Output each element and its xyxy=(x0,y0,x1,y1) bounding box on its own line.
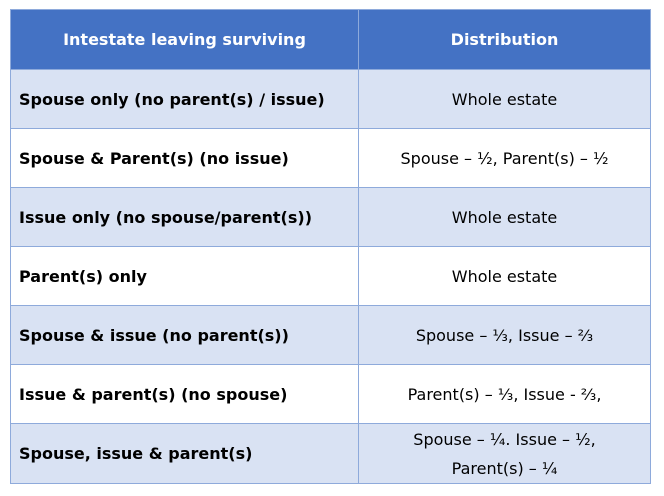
distribution-cell: Whole estate xyxy=(359,70,651,129)
distribution-cell: Spouse – ⅓, Issue – ⅔ xyxy=(359,306,651,365)
scenario-cell: Spouse only (no parent(s) / issue) xyxy=(11,70,359,129)
distribution-line-1: Spouse – ¼. Issue – ½, xyxy=(413,429,596,449)
scenario-cell: Spouse & issue (no parent(s)) xyxy=(11,306,359,365)
table-row xyxy=(11,188,651,247)
scenario-cell: Issue only (no spouse/parent(s)) xyxy=(11,188,359,247)
header-intestate-leaving-surviving: Intestate leaving surviving xyxy=(11,10,359,70)
distribution-table xyxy=(10,9,651,484)
distribution-cell: Parent(s) – ⅓, Issue - ⅔, xyxy=(359,365,651,424)
distribution-cell: Whole estate xyxy=(359,188,651,247)
scenario-cell: Parent(s) only xyxy=(11,247,359,306)
distribution-cell: Whole estate xyxy=(359,247,651,306)
table-row xyxy=(11,129,651,188)
table-row xyxy=(11,365,651,424)
scenario-cell: Spouse & Parent(s) (no issue) xyxy=(11,129,359,188)
table-row xyxy=(11,247,651,306)
header-row xyxy=(11,10,651,70)
scenario-cell: Spouse, issue & parent(s) xyxy=(11,424,359,484)
table-body xyxy=(11,70,651,484)
distribution-cell: Spouse – ½, Parent(s) – ½ xyxy=(359,129,651,188)
header-distribution: Distribution xyxy=(359,10,651,70)
table-row xyxy=(11,424,651,484)
distribution-line-2: Parent(s) – ¼ xyxy=(451,458,558,478)
table-row xyxy=(11,306,651,365)
table-header xyxy=(11,10,651,70)
distribution-cell xyxy=(359,424,651,484)
scenario-cell: Issue & parent(s) (no spouse) xyxy=(11,365,359,424)
table-row xyxy=(11,70,651,129)
